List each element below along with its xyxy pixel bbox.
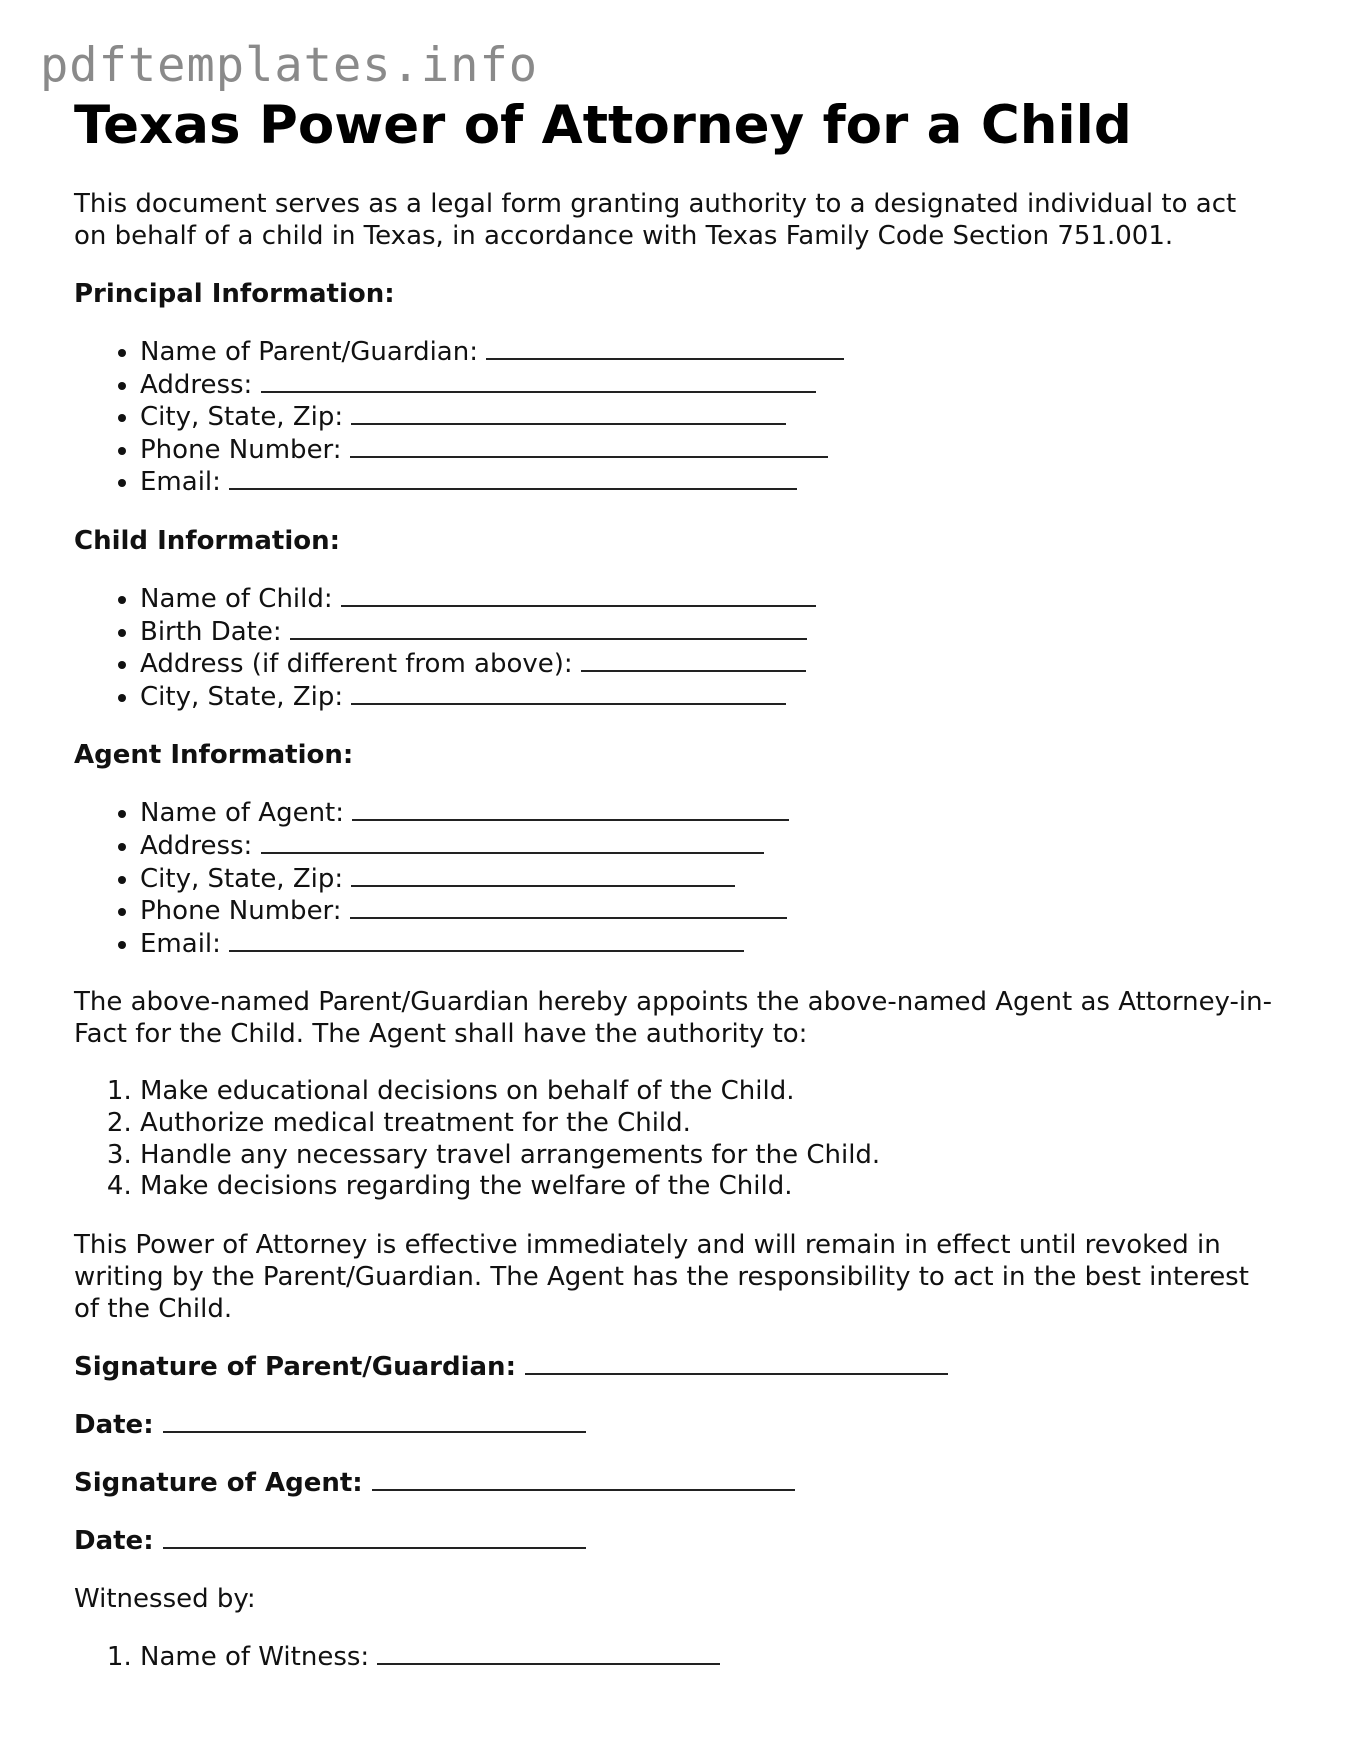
principal-field-list xyxy=(74,336,1274,499)
list-item xyxy=(140,336,1274,369)
fill-in-blank[interactable] xyxy=(581,648,806,672)
list-item xyxy=(140,648,1274,681)
intro-paragraph: This document serves as a legal form granting authority to a designated individual to act on behalf of a child in Texas, in accordance with Texas Family Code Section 751.001. xyxy=(74,189,1237,251)
list-item: 2. Authorize medical treatment for the Child. xyxy=(140,1108,1274,1140)
list-item xyxy=(140,928,1274,961)
parent-signature-label: Signature of Parent/Guardian: xyxy=(74,1351,516,1382)
fill-in-blank[interactable] xyxy=(351,681,786,705)
principal-heading: Principal Information: xyxy=(74,279,395,309)
agent-signature-blank[interactable] xyxy=(372,1467,795,1491)
fill-in-blank[interactable] xyxy=(229,466,797,490)
parent-signature-blank[interactable] xyxy=(525,1351,948,1375)
field-label: Phone Number: xyxy=(140,434,342,465)
fill-in-blank[interactable] xyxy=(341,583,816,607)
list-item xyxy=(140,401,1274,434)
parent-date-row xyxy=(74,1409,1274,1441)
witness-label: Witnessed by: xyxy=(74,1583,256,1614)
document-page xyxy=(74,94,1274,1673)
field-label: Name of Agent: xyxy=(140,798,345,829)
powers-list xyxy=(74,1076,1274,1202)
list-item xyxy=(140,895,1274,928)
field-label: Email: xyxy=(140,928,221,959)
list-item xyxy=(140,466,1274,499)
field-label: City, State, Zip: xyxy=(140,863,344,894)
watermark-logo: pdftemplates.info xyxy=(40,38,539,93)
agent-heading: Agent Information: xyxy=(74,740,354,771)
list-item: 3. Handle any necessary travel arrangements for the Child. xyxy=(140,1140,1274,1172)
fill-in-blank[interactable] xyxy=(290,616,807,640)
document-title: Texas Power of Attorney for a Child xyxy=(74,95,1132,156)
field-label: City, State, Zip: xyxy=(140,402,344,433)
field-label: Name of Parent/Guardian: xyxy=(140,337,478,367)
agent-date-blank[interactable] xyxy=(163,1525,586,1549)
child-heading: Child Information: xyxy=(74,525,341,556)
agent-date-label: Date: xyxy=(74,1525,154,1556)
field-label: Address: xyxy=(140,369,253,400)
field-label: Email: xyxy=(140,467,221,498)
fill-in-blank[interactable] xyxy=(352,797,789,821)
fill-in-blank[interactable] xyxy=(350,895,787,919)
fill-in-blank[interactable] xyxy=(351,863,735,887)
list-item xyxy=(140,583,1274,616)
parent-signature-row xyxy=(74,1351,1274,1383)
witness-list xyxy=(74,1641,1274,1674)
list-item xyxy=(140,616,1274,649)
list-item: 1. Make educational decisions on behalf of the Child. xyxy=(140,1076,1274,1108)
list-item xyxy=(140,1641,1274,1674)
field-label: Address (if different from above): xyxy=(140,649,573,680)
list-item xyxy=(140,863,1274,896)
fill-in-blank[interactable] xyxy=(261,369,816,393)
field-label: Address: xyxy=(140,830,253,861)
parent-date-label: Date: xyxy=(74,1409,154,1440)
fill-in-blank[interactable] xyxy=(229,928,744,952)
fill-in-blank[interactable] xyxy=(350,434,828,458)
fill-in-blank[interactable] xyxy=(377,1641,720,1665)
fill-in-blank[interactable] xyxy=(486,336,844,360)
appointment-paragraph: The above-named Parent/Guardian hereby appoints the above-named Agent as Attorney-in-Fact for the Child. The Agent shall have the authority to: xyxy=(74,987,1272,1050)
list-item xyxy=(140,797,1274,830)
list-item xyxy=(140,830,1274,863)
list-item xyxy=(140,369,1274,402)
field-label: City, State, Zip: xyxy=(140,681,344,712)
field-label: Name of Child: xyxy=(140,583,333,614)
fill-in-blank[interactable] xyxy=(351,401,786,425)
list-item: 4. Make decisions regarding the welfare of the Child. xyxy=(140,1171,1274,1203)
fill-in-blank[interactable] xyxy=(261,830,764,854)
agent-date-row xyxy=(74,1525,1274,1557)
agent-field-list xyxy=(74,797,1274,960)
parent-date-blank[interactable] xyxy=(163,1409,586,1433)
field-label: Phone Number: xyxy=(140,896,342,927)
agent-signature-label: Signature of Agent: xyxy=(74,1467,363,1498)
list-item xyxy=(140,434,1274,467)
field-label: Name of Witness: xyxy=(140,1641,370,1672)
agent-signature-row xyxy=(74,1467,1274,1499)
list-item xyxy=(140,681,1274,714)
field-label: Birth Date: xyxy=(140,616,282,647)
child-field-list xyxy=(74,583,1274,713)
effective-paragraph: This Power of Attorney is effective immediately and will remain in effect until revoked in writing by the Parent/Guardian. The Agent has the responsibility to act in the best interest of the Child. xyxy=(74,1229,1249,1324)
